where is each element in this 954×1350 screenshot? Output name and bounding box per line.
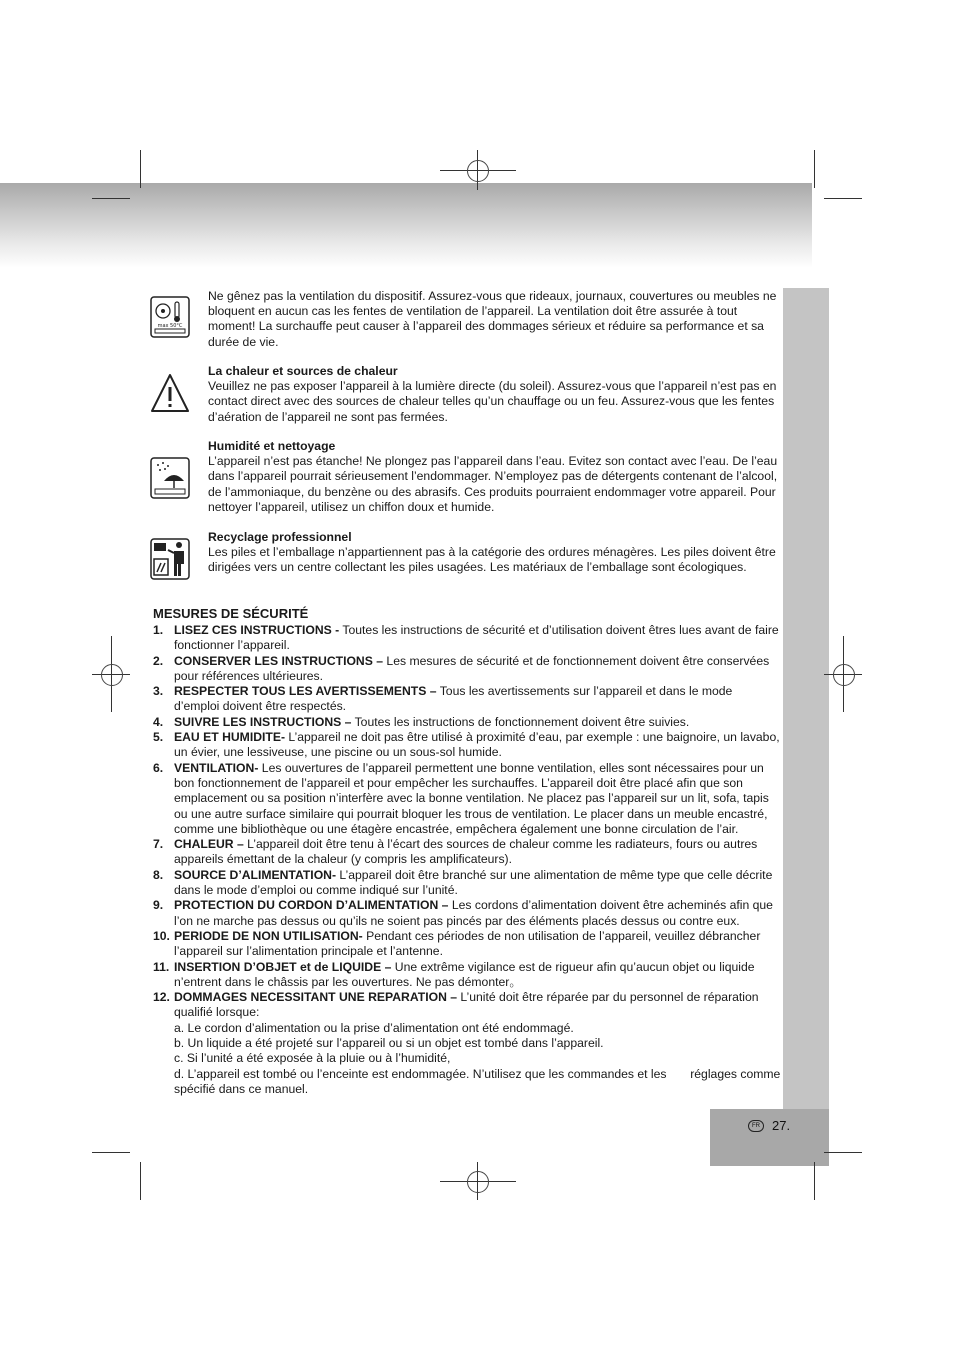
safety-item-number: 10. [153,928,170,943]
safety-item-heading: CONSERVER LES INSTRUCTIONS – [174,653,384,668]
safety-item-heading: CHALEUR – [174,837,244,852]
safety-item-body [174,837,781,868]
repair-condition-item: c. Si l’unité a été exposée à la pluie ou à l’humidité, [174,1051,451,1066]
safety-item [153,684,781,715]
safety-item-heading: RESPECTER TOUS LES AVERTISSEMENTS – [174,684,437,699]
page-number [748,1118,790,1133]
thermometer-icon-label: max 50°C [157,323,183,329]
repair-conditions-list [153,1021,781,1097]
humidity-heading: Humidité et nettoyage [208,439,336,453]
safety-item [153,929,781,960]
safety-item-heading: EAU ET HUMIDITE- [174,730,286,745]
safety-item-text: L’appareil ne doit pas être utilisé à proximité d’eau, par exemple : une baignoire, un lavabo, un évier, une lessiveuse, une piscine ou un sous-sol humide. [174,730,780,760]
warning-icon [150,372,190,412]
safety-item-number: 4. [153,714,164,729]
heat-paragraph [208,364,778,425]
side-gray-bar [783,288,829,1110]
safety-item-heading: PROTECTION DU CORDON D’ALIMENTATION – [174,898,449,913]
safety-item-text: Les cordons d’alimentation doivent être acheminés afin que l’on ne marche pas dessus ou qu’ils ne soient pas pincés par des éléments placés dessus ou contre eux. [174,898,773,928]
safety-item [153,868,781,899]
heat-text: Veuillez ne pas exposer l’appareil à la lumière directe (du soleil). Assurez-vous que l’appareil n’est pas en contact direct avec des sources de chaleur telles qu’un chauffage ou un feu. Assurez-vous que les fentes d’aération de l’appareil ne sont pas fermées. [208,379,777,424]
safety-item [153,623,781,654]
recycling-person-icon [150,538,190,578]
safety-item [153,990,781,1021]
safety-item-number: 2. [153,653,164,668]
safety-item-number: 5. [153,730,164,745]
safety-item-body [174,868,781,899]
crop-mark [140,1162,141,1200]
crop-mark [140,150,141,188]
safety-item-text: Les mesures de sécurité et de fonctionnement doivent être conservées pour références ultérieures. [174,653,770,683]
safety-item-number: 8. [153,867,164,882]
safety-item-heading: SOURCE D’ALIMENTATION- [174,867,337,882]
safety-item-number: 12. [153,990,170,1005]
safety-item [153,960,781,991]
repair-condition-item: a. Le cordon d’alimentation ou la prise d’alimentation ont été endommagé. [174,1020,574,1035]
safety-list [153,623,781,1097]
humidity-paragraph [208,439,778,515]
repair-condition-item: d. L’appareil est tombé ou l’enceinte est endommagée. N’utilisez que les commandes et les réglages comme spécifié dans ce manuel. [174,1066,781,1096]
heat-heading: La chaleur et sources de chaleur [208,364,398,378]
safety-item [153,898,781,929]
safety-item-text: L’appareil doit être branché sur une alimentation de même type que celle décrite dans le mode d’emploi ou comme indiqué sur l’unité. [174,867,773,898]
safety-item-text: Une extrême vigilance est de rigueur afin qu’aucun objet ou liquide n’entrent dans le châssis par les ouvertures. Ne pas démonter。 [174,959,755,989]
safety-item-text: Toutes les instructions de sécurité et d’utilisation doivent êtres lues avant de faire fonctionner l’appareil. [174,623,779,653]
ventilation-text: Ne gênez pas la ventilation du dispositif. Assurez-vous que rideaux, journaux, couvertures ou meubles ne bloquent en aucun cas les fentes de ventilation de l’appareil. La ventilation doit être assurée à tout moment! La surchauffe peut causer à l’appareil des dommages sérieux et réduire sa performance et sa durée de vie. [208,289,777,349]
safety-item-heading: VENTILATION- [174,760,259,775]
crop-mark [814,150,815,188]
safety-item-heading: PERIODE DE NON UTILISATION- [174,928,363,943]
safety-item-body [174,990,781,1021]
safety-item-heading: DOMMAGES NECESSITANT UNE REPARATION – [174,990,458,1005]
safety-item-number: 7. [153,837,164,852]
safety-item-text: Toutes les instructions de fonctionnement doivent être suivies. [351,714,690,729]
thermometer-icon [150,296,190,336]
safety-item-body [174,730,781,761]
safety-item [153,654,781,685]
umbrella-rain-icon [150,457,190,497]
page-number-text: 27. [772,1118,791,1133]
safety-item-body [174,929,781,960]
safety-item [153,730,781,761]
safety-item-number: 3. [153,684,164,699]
safety-item-text: L’appareil doit être tenu à l’écart des sources de chaleur comme les radiateurs, fours ou autres appareils émettant de la chaleur (y compris les amplificateurs). [174,837,758,867]
ventilation-paragraph [208,289,778,350]
safety-item [153,837,781,868]
repair-condition-item: b. Un liquide a été projeté sur l’appareil ou si un objet est tombé dans l’appareil. [174,1036,604,1051]
safety-item-number: 11. [153,959,170,974]
header-gradient-band [0,183,812,268]
safety-item-body [174,623,781,654]
safety-item-number: 1. [153,623,164,637]
safety-item-number: 9. [153,898,164,913]
recycling-heading: Recyclage professionnel [208,530,352,544]
crop-mark [814,1162,815,1200]
safety-item-text: L’unité doit être réparée par du personnel de réparation qualifié lorsque: [174,990,759,1020]
crop-mark [92,1152,130,1153]
safety-item [153,715,781,730]
safety-item-number: 6. [153,760,164,775]
crop-mark [92,198,130,199]
safety-item-body [174,761,781,837]
crop-mark [824,198,862,199]
safety-item-heading: LISEZ CES INSTRUCTIONS - [174,623,340,637]
safety-item-body [174,684,781,715]
safety-item-heading: INSERTION D’OBJET et de LIQUIDE – [174,959,392,974]
recycling-paragraph [208,530,778,576]
safety-item-text: Les ouvertures de l’appareil permettent une bonne ventilation, elles sont nécessaires pour un bon fonctionnement de l’appareil et pour empêcher les surchauffes. L’appareil doit être placé afin que son emplacement ou sa position n’interfère avec la bonne ventilation. Ne placez pas l’appareil sur un lit, sofa, tapis ou une autre surface similaire qui pourrait bloquer les trous de ventilation. Le placer dans un meuble encastré, comme une bibliothèque ou une étagère encastrée, empêchera également une bonne circulation de l’air. [174,760,769,836]
safety-item-text: Pendant ces périodes de non utilisation de l’appareil, veuillez débrancher l’appareil sur l’alimentation principale et l’antenne. [174,928,761,959]
safety-item-heading: SUIVRE LES INSTRUCTIONS – [174,714,352,729]
safety-item-body [174,898,781,929]
humidity-text: L’appareil n’est pas étanche! Ne plongez pas l’appareil dans l’eau. Evitez son contact avec l’eau. De l’eau dans l’appareil pourrait sérieusement l’endommager. N’employez pas de détergents contenant de l’alcool, de l’ammoniaque, du benzène ou des abrasifs. Ces produits pourraient endommager votre appareil. Pour nettoyer l’appareil, utilisez un chiffon doux et humide. [208,454,778,514]
recycling-text: Les piles et l’emballage n’appartiennent pas à la catégorie des ordures ménagères. Les piles doivent être dirigées vers un centre collectant les piles usagées. Les matériaux de l’emballage sont écologiques. [208,545,776,575]
safety-item-body [174,715,781,730]
safety-item-body [174,654,781,685]
safety-item-body [174,960,781,991]
language-badge: FR [748,1120,764,1132]
safety-item [153,761,781,837]
safety-item-text: Tous les avertissements sur l’appareil et dans le mode d’emploi doivent être respectés. [174,684,733,714]
crop-mark [824,1152,862,1153]
safety-section-title: MESURES DE SÉCURITÉ [153,606,309,621]
